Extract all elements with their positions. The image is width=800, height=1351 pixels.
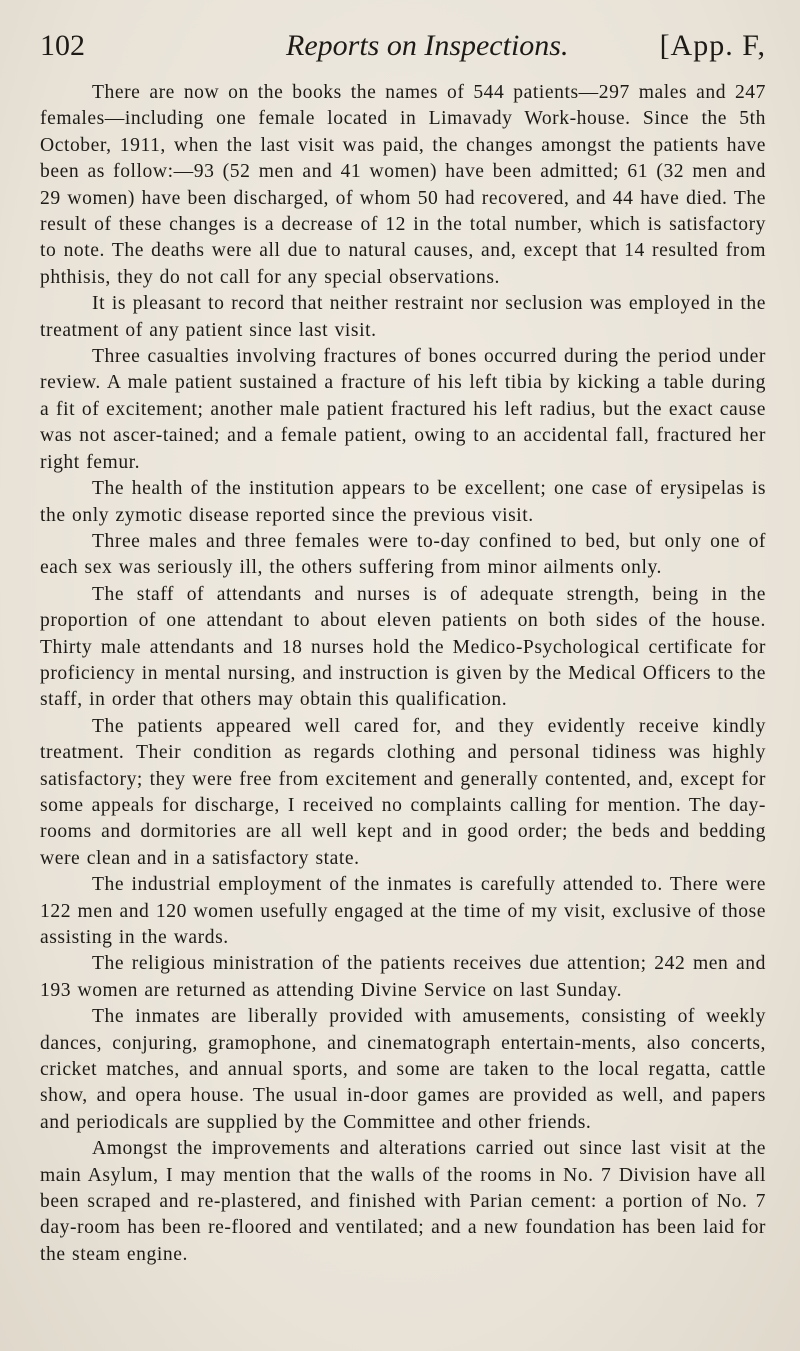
running-title: Reports on Inspections. <box>286 29 569 62</box>
paragraph-improvements: Amongst the improvements and alterations carried out since last visit at the main Asylum, I may mention that the walls of the rooms in No. 7 Division have all been scraped and re-plastered, and finished with Parian cement: a portion of No. 7 day-room has been re-floored and ventilated; and a new foundation has been laid for the steam engine. <box>40 1138 766 1265</box>
appendix-label: [App. F, <box>659 29 766 62</box>
paragraph-staff: The staff of attendants and nurses is of adequate strength, being in the proportion of one attendant to about eleven patients on both sides of the house. Thirty male attendants and 18 nurses hold the Medico-Psychological certificate for proficiency in mental nursing, and instruction is given by the Medical Officers to the staff, in order that others may obtain this qualification. <box>40 583 766 711</box>
paragraph-confined-to-bed: Three males and three females were to-day confined to bed, but only one of each sex was seriously ill, the others suffering from minor ailments only. <box>40 530 766 579</box>
paragraph-amusements: The inmates are liberally provided with amusements, consisting of weekly dances, conjuring, gramophone, and cinematograph entertain-ments, also concerts, cricket matches, and annual sports, and some are taken to the local regatta, cattle show, and opera house. The usual in-door games are provided as well, and papers and periodicals are supplied by the Committee and other friends. <box>40 1006 766 1133</box>
paragraph-patient-care: The patients appeared well cared for, and they evidently receive kindly treatment. Their condition as regards clothing and personal tidiness was highly satisfactory; they were free from excitement and generally contented, and, except for some appeals for discharge, I received no complaints calling for mention. The day-rooms and dormitories are all well kept and in good order; the beds and bedding were clean and in a satisfactory state. <box>40 715 766 869</box>
report-body <box>40 80 766 1268</box>
paragraph-employment: The industrial employment of the inmates is carefully attended to. There were 122 men and 120 women usefully engaged at the time of my visit, exclusive of those assisting in the wards. <box>40 874 766 948</box>
paragraph-restraint: It is pleasant to record that neither restraint nor seclusion was employed in the treatment of any patient since last visit. <box>40 293 766 341</box>
running-head <box>40 24 766 68</box>
paragraph-health: The health of the institution appears to be excellent; one case of erysipelas is the only zymotic disease reported since the previous visit. <box>40 478 766 526</box>
page-number: 102 <box>40 29 85 62</box>
paragraph-patient-numbers: There are now on the books the names of 544 patients—297 males and 247 females—including one female located in Limavady Work-house. Since the 5th October, 1911, when the last visit was paid, the changes amongst the patients have been as follow:—93 (52 men and 41 women) have been admitted; 61 (32 men and 29 women) have been discharged, of whom 50 had recovered, and 44 have died. The result of these changes is a decrease of 12 in the total number, which is satisfactory to note. The deaths were all due to natural causes, and, except that 14 resulted from phthisis, they do not call for any special observations. <box>40 82 766 288</box>
paragraph-religious-ministration: The religious ministration of the patients receives due attention; 242 men and 193 women are returned as attending Divine Service on last Sunday. <box>40 953 766 1001</box>
paragraph-casualties: Three casualties involving fractures of bones occurred during the period under review. A male patient sustained a fracture of his left tibia by kicking a table during a fit of excitement; another male patient fractured his left radius, but the exact cause was not ascer-tained; and a female patient, owing to an accidental fall, fractured her right femur. <box>40 346 766 473</box>
